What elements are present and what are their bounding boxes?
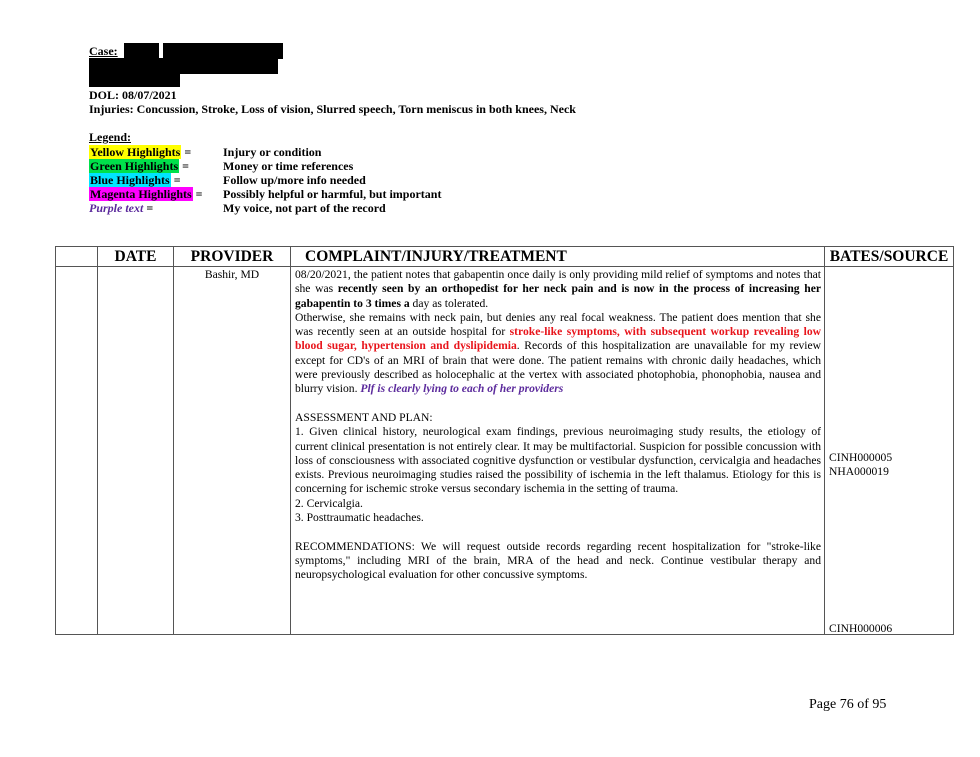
legend-key-yellow: Yellow Highlights [90,145,181,159]
provider-cell: Bashir, MD [174,267,291,635]
legend-meaning: Possibly helpful or harmful, but important [223,187,442,201]
legend-meaning: Follow up/more info needed [223,173,366,187]
redaction-block [163,43,283,59]
bates-number: NHA000019 [829,465,889,478]
legend-key-blue: Blue Highlights [90,173,170,187]
treatment-paragraph: 08/20/2021, the patient notes that gabapentin once daily is only providing mild relief of symptoms and notes that she was recently seen by an orthopedist for her neck pain and is now in the process of increasing her gabapentin to 3 times a day as tolerated. [295,268,821,310]
legend-meaning: Injury or condition [223,145,322,159]
bates-number: CINH000005 [829,451,893,464]
recommendations: RECOMMENDATIONS: We will request outside records regarding recent hospitalization for "stroke-like symptoms," including MRI of the brain, MRA of the head and neck. Continue vestibular therapy and neuropsychological evaluation for other concussive symptoms. [295,539,821,582]
legend-key-magenta: Magenta Highlights [90,187,192,201]
header-date: DATE [98,247,174,267]
legend-row-purple: Purple text = My voice, not part of the record [89,201,386,215]
legend-meaning: My voice, not part of the record [223,201,386,215]
records-table [55,246,954,635]
legend-title: Legend: [89,130,131,144]
assessment-title: ASSESSMENT AND PLAN: [295,410,433,424]
bates-number: CINH000006 [829,622,893,635]
legend-row-blue: Blue Highlights = Follow up/more info needed [90,173,366,187]
bold-text: recently seen by an orthopedist for her neck pain and is now in the process of increasing her gabapentin to 3 times a [295,282,821,310]
assessment-item: 3. Posttraumatic headaches. [295,511,424,525]
treatment-cell [291,267,825,635]
injuries-line: Injuries: Concussion, Stroke, Loss of vision, Slurred speech, Torn meniscus in both knees, Neck [89,102,576,116]
redaction-block [89,73,180,87]
legend-key-purple: Purple text [89,201,144,215]
redaction-block [89,58,278,74]
legend-row-green: Green Highlights = Money or time references [90,159,354,173]
row-blank-cell [56,267,98,635]
bates-cell [825,267,954,635]
header-provider: PROVIDER [174,247,291,267]
table-row [56,267,954,635]
header-bates: BATES/SOURCE [825,247,954,267]
legend-row-yellow: Yellow Highlights = Injury or condition [90,145,322,159]
legend-meaning: Money or time references [223,159,354,173]
treatment-paragraph: Otherwise, she remains with neck pain, but denies any real focal weakness. The patient does mention that she was recently seen at an outside hospital for stroke-like symptoms, with subsequent workup revealing low blood sugar, hypertension and dyslipidemia. Records of this hospitalization are unavailable for my review except for CD's of an MRI of brain that were done. The patient remains with chronic daily headaches, which were previously described as holocephalic at the vertex with associated photophobia, phonophobia, nausea and blurry vision. Plf is clearly lying to each of her providers [295,310,821,396]
table-header-row [56,247,954,267]
date-of-loss: DOL: 08/07/2021 [89,88,177,102]
reviewer-note: Plf is clearly lying to each of her providers [360,382,564,396]
case-label-text: Case: [89,44,118,58]
red-highlight-text: stroke-like symptoms, with subsequent workup revealing low blood sugar, hypertension and dyslipidemia [295,325,821,353]
assessment-item: 2. Cervicalgia. [295,496,363,510]
case-label [89,44,118,58]
legend-key-green: Green Highlights [90,159,179,173]
header-blank [56,247,98,267]
assessment-item: 1. Given clinical history, neurological exam findings, previous neuroimaging study results, the etiology of current clinical presentation is not entirely clear. It may be multifactorial. Suspicion for possible concussion with loss of consciousness with associated cognitive dysfunction or vestibular dysfunction, cervicalgia and headaches exists. Previous neuroimaging studies raised the possibility of ischemia in the left thalamus. Etiology for this is concerning for ischemic stroke versus secondary ischemia in the setting of trauma. [295,425,821,496]
header-treatment: COMPLAINT/INJURY/TREATMENT [291,247,825,267]
date-cell [98,267,174,635]
legend-row-magenta: Magenta Highlights = Possibly helpful or harmful, but important [90,187,442,201]
page-number: Page 76 of 95 [809,697,887,712]
redaction-block [124,43,159,59]
